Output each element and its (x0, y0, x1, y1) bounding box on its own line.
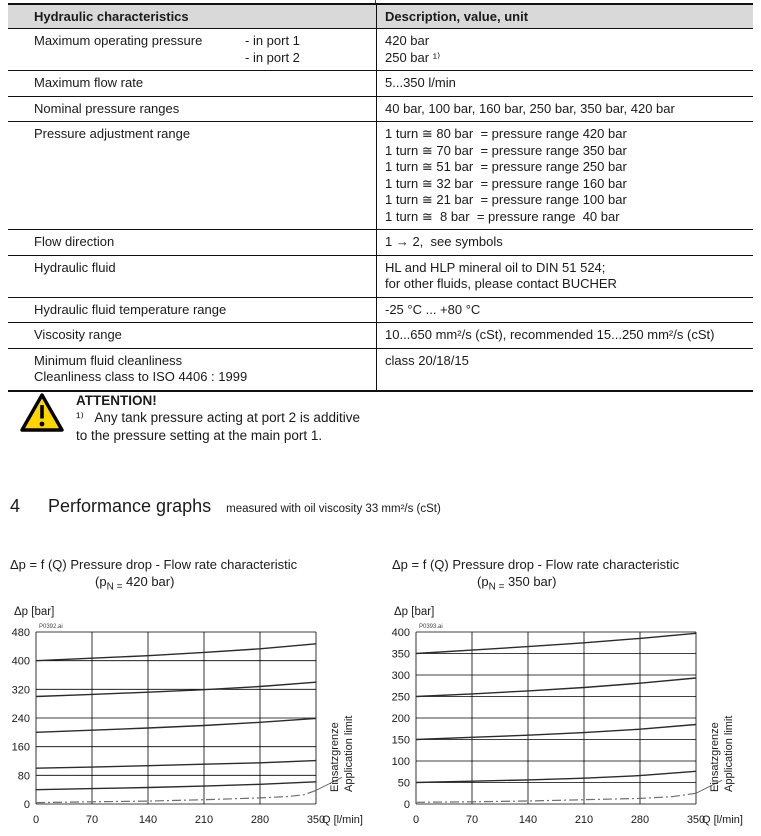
y-tick-label: 160 (11, 741, 30, 754)
warning-triangle-icon (20, 392, 64, 445)
x-tick-label: 140 (138, 814, 158, 826)
label-line: Maximum operating pressure (34, 33, 203, 48)
attention-title: ATTENTION! (76, 393, 157, 408)
value-line: for other fluids, please contact BUCHER (385, 276, 617, 291)
chart-title-line2: ($p_{N =}$ 420 bar) (95, 574, 175, 593)
value-line: 1 → 2, see symbols (385, 234, 503, 249)
table-cell-value (376, 29, 753, 70)
y-tick-label: 100 (391, 756, 410, 768)
table-row (8, 256, 753, 298)
application-limit-label: Application limit (723, 715, 735, 792)
section-title: Performance graphs (48, 496, 212, 516)
table-row (8, 122, 753, 230)
table-cell-label (8, 71, 376, 96)
application-limit-label: Application limit (343, 715, 355, 792)
table-row (8, 97, 753, 123)
label-line: Pressure adjustment range (34, 126, 191, 141)
table-cell-label (8, 323, 376, 348)
series-application-limit (36, 790, 316, 802)
series-curve (416, 771, 696, 782)
x-tick-label: 280 (630, 814, 650, 826)
table-cell-value (376, 256, 753, 297)
value-line: 250 bar ¹⁾ (385, 49, 441, 65)
y-tick-label: 250 (391, 691, 410, 704)
x-tick-label: 350 (686, 814, 706, 826)
x-tick-label: 210 (194, 814, 214, 826)
table-body (8, 29, 753, 390)
y-tick-label: 80 (17, 770, 30, 783)
performance-chart-svg (380, 600, 760, 836)
attention-footnote-line: to the pressure setting at the main port 1. (76, 428, 323, 443)
y-axis-label: Δp [bar] (14, 606, 55, 618)
x-tick-label: 210 (574, 814, 594, 826)
table-cell-value (376, 71, 753, 96)
performance-chart-svg (0, 600, 380, 836)
series-curve (36, 761, 316, 769)
sublabel-line: - in port 1 (245, 33, 300, 48)
spec-table (8, 3, 753, 392)
table-cell-label (8, 230, 376, 255)
section-number: 4 (10, 496, 21, 516)
pressure-drop-chart-420 (0, 600, 380, 836)
value-line: 1 turn ≅ 8 bar = pressure range 40 bar (385, 208, 620, 224)
figure-file-label: P0393.ai (419, 624, 443, 630)
value-line: 10...650 mm²/s (cSt), recommended 15...250 mm²/s (cSt) (385, 327, 715, 342)
y-tick-label: 240 (11, 713, 30, 725)
value-line: HL and HLP mineral oil to DIN 51 524; (385, 259, 606, 275)
value-line: 1 turn ≅ 32 bar = pressure range 160 bar (385, 175, 627, 191)
y-tick-label: 150 (391, 734, 410, 747)
series-curve (416, 678, 696, 697)
label-line: Hydraulic fluid temperature range (34, 301, 227, 317)
y-axis-label: Δp [bar] (394, 606, 435, 618)
table-cell-value (376, 230, 753, 255)
table-cell-value (376, 122, 753, 229)
chart-title-left (10, 556, 297, 596)
chart-title-line2: ($p_{N =}$ 350 bar) (477, 574, 557, 593)
table-cell-value (376, 298, 753, 323)
table-cell-label (8, 349, 376, 390)
x-axis-label: Q [l/min] (702, 814, 743, 826)
table-row (8, 230, 753, 256)
y-tick-label: 350 (391, 648, 410, 661)
application-limit-label: Einsatzgrenze (709, 722, 721, 792)
table-cell-label (8, 29, 376, 70)
section-heading (10, 496, 441, 517)
table-row (8, 29, 753, 71)
value-line: 40 bar, 100 bar, 160 bar, 250 bar, 350 bar, 420 bar (385, 100, 675, 116)
label-line: Minimum fluid cleanliness (34, 352, 183, 368)
table-header-description: Description, value, unit (376, 5, 753, 28)
value-line: 1 turn ≅ 70 bar = pressure range 350 bar (385, 142, 627, 158)
series-curve (36, 718, 316, 732)
section-note: measured with oil viscosity 33 mm²/s (cSt) (226, 503, 441, 515)
x-tick-label: 70 (465, 814, 479, 826)
value-line: 420 bar (385, 33, 430, 48)
table-row (8, 349, 753, 390)
value-line: 1 turn ≅ 51 bar = pressure range 250 bar (385, 159, 627, 174)
attention-text (76, 392, 360, 445)
chart-title-right (392, 556, 679, 596)
y-tick-label: 200 (391, 713, 410, 725)
label-line: Maximum flow rate (34, 75, 144, 90)
label-line: Hydraulic fluid (34, 259, 116, 275)
table-cell-label (8, 256, 376, 297)
table-sublabels (245, 33, 300, 66)
series-curve (416, 725, 696, 740)
x-axis-label: Q [l/min] (322, 814, 363, 826)
y-tick-label: 0 (403, 799, 410, 811)
y-tick-label: 400 (11, 655, 30, 668)
y-tick-label: 50 (397, 777, 410, 790)
y-tick-label: 400 (391, 627, 410, 639)
series-curve (36, 782, 316, 790)
x-tick-label: 70 (85, 814, 99, 826)
table-row (8, 71, 753, 97)
table-cell-label (8, 97, 376, 122)
y-tick-label: 480 (11, 627, 30, 639)
table-cell-label (8, 122, 376, 229)
series-curve (416, 633, 696, 653)
table-cell-value (376, 349, 753, 390)
table-cell-value (376, 97, 753, 122)
label-line: Nominal pressure ranges (34, 100, 180, 116)
table-row (8, 298, 753, 324)
table-cell-label (8, 298, 376, 323)
attention-footnote-line: ¹⁾ Any tank pressure acting at port 2 is additive (76, 410, 360, 425)
x-tick-label: 280 (250, 814, 270, 826)
value-line: 1 turn ≅ 80 bar = pressure range 420 bar (385, 126, 627, 141)
figure-file-label: P0392.ai (39, 624, 63, 630)
chart-title-line1: Δp = f (Q) Pressure drop - Flow rate characteristic (10, 557, 298, 572)
x-tick-label: 0 (412, 814, 420, 826)
value-line: -25 °C ... +80 °C (385, 301, 481, 317)
label-line: Cleanliness class to ISO 4406 : 1999 (34, 369, 248, 384)
chart-title-line1: Δp = f (Q) Pressure drop - Flow rate characteristic (392, 557, 680, 572)
table-row (8, 323, 753, 349)
table-header-characteristics: Hydraulic characteristics (34, 9, 189, 24)
pressure-drop-chart-350 (380, 600, 760, 836)
series-curve (36, 644, 316, 661)
y-tick-label: 320 (11, 684, 30, 697)
application-limit-label: Einsatzgrenze (329, 722, 341, 792)
y-tick-label: 300 (391, 670, 410, 682)
y-tick-label: 0 (23, 799, 30, 811)
label-line: Flow direction (34, 234, 115, 249)
x-tick-label: 140 (518, 814, 538, 826)
value-line: 5...350 l/min (385, 75, 456, 90)
x-tick-label: 0 (32, 814, 40, 826)
sublabel-line: - in port 2 (245, 49, 300, 65)
attention-note (20, 392, 360, 445)
label-line: Viscosity range (34, 327, 122, 342)
table-header-row (8, 5, 753, 29)
x-tick-label: 350 (306, 814, 326, 826)
value-line: class 20/18/15 (385, 352, 469, 368)
series-application-limit (416, 793, 696, 802)
table-cell-value (376, 323, 753, 348)
value-line: 1 turn ≅ 21 bar = pressure range 100 bar (385, 192, 627, 207)
